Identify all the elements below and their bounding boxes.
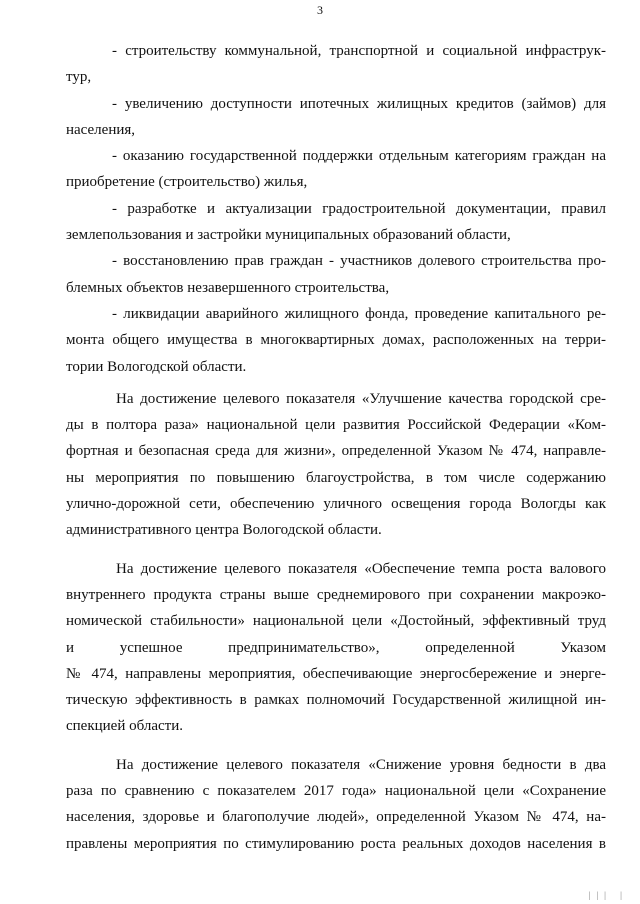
text-line: - увеличению доступности ипотечных жилищных кредитов (займов) для	[112, 95, 606, 112]
scan-mark: ||| |	[588, 890, 628, 900]
text-line: административного центра Вологодской области.	[66, 522, 382, 539]
text-line: улично-дорожной сети, обеспечению уличного освещения города Вологды как	[66, 496, 606, 513]
text-line: правлены мероприятия по стимулированию роста реальных доходов населения в	[66, 835, 606, 852]
text-line: тическую эффективность в рамках полномочий Государственной жилищной ин-	[66, 692, 606, 709]
bullet-paragraph-4	[66, 196, 606, 249]
goal-paragraph-gdp-growth	[66, 556, 606, 740]
text-line: На достижение целевого показателя «Обеспечение темпа роста валового	[116, 560, 606, 577]
text-line: населения, здоровье и благополучие людей», определенной Указом № 474, на-	[66, 809, 606, 826]
text-line: - строительству коммунальной, транспортной и социальной инфраструк-	[112, 43, 606, 59]
text-line: На достижение целевого показателя «Улучшение качества городской сре-	[116, 390, 606, 407]
document-body	[66, 38, 606, 857]
bullet-paragraph-2	[66, 91, 606, 144]
bullet-paragraph-3	[66, 143, 606, 196]
text-line: - восстановлению прав граждан - участников долевого строительства про-	[112, 253, 606, 270]
text-line: ны мероприятия по повышению благоустройства, в том числе содержанию	[66, 469, 606, 486]
text-line: раза по сравнению с показателем 2017 года» национальной цели «Сохранение	[66, 783, 606, 800]
text-line: блемных объектов незавершенного строительства,	[66, 279, 390, 296]
text-line: тории Вологодской области.	[66, 358, 247, 375]
text-line: землепользования и застройки муниципальных образований области,	[66, 227, 511, 244]
text-line: внутреннего продукта страны выше среднемирового при сохранении макроэко-	[66, 586, 606, 603]
text-line: тур,	[66, 69, 92, 86]
text-line: монта общего имущества в многоквартирных домах, расположенных на терри-	[66, 332, 606, 349]
text-line: - оказанию государственной поддержки отдельным категориям граждан на	[112, 148, 606, 165]
goal-paragraph-urban-environment	[66, 386, 606, 544]
text-line: - разработке и актуализации градостроительной документации, правил	[112, 200, 606, 217]
text-line: - ликвидации аварийного жилищного фонда, проведение капитального ре-	[112, 305, 606, 322]
text-line: приобретение (строительство) жилья,	[66, 174, 308, 191]
text-line: населения,	[66, 121, 136, 138]
text-line: фортная и безопасная среда для жизни», определенной Указом № 474, направле-	[66, 443, 606, 460]
text-line: номической стабильности» национальной цели «Достойный, эффективный труд	[66, 613, 606, 630]
text-line: № 474, направлены мероприятия, обеспечивающие энергосбережение и энерге-	[66, 665, 606, 682]
bullet-paragraph-5	[66, 248, 606, 301]
text-line: На достижение целевого показателя «Снижение уровня бедности в два	[116, 756, 606, 773]
text-line: спекцией области.	[66, 718, 184, 735]
text-line: ды в полтора раза» национальной цели развития Российской Федерации «Ком-	[66, 417, 606, 434]
bullet-paragraph-6	[66, 301, 606, 380]
bullet-paragraph-1	[66, 38, 606, 91]
page-number: 3	[317, 3, 323, 17]
text-line: и успешное предпринимательство», определенной Указом	[66, 639, 606, 656]
goal-paragraph-poverty-reduction	[66, 752, 606, 857]
